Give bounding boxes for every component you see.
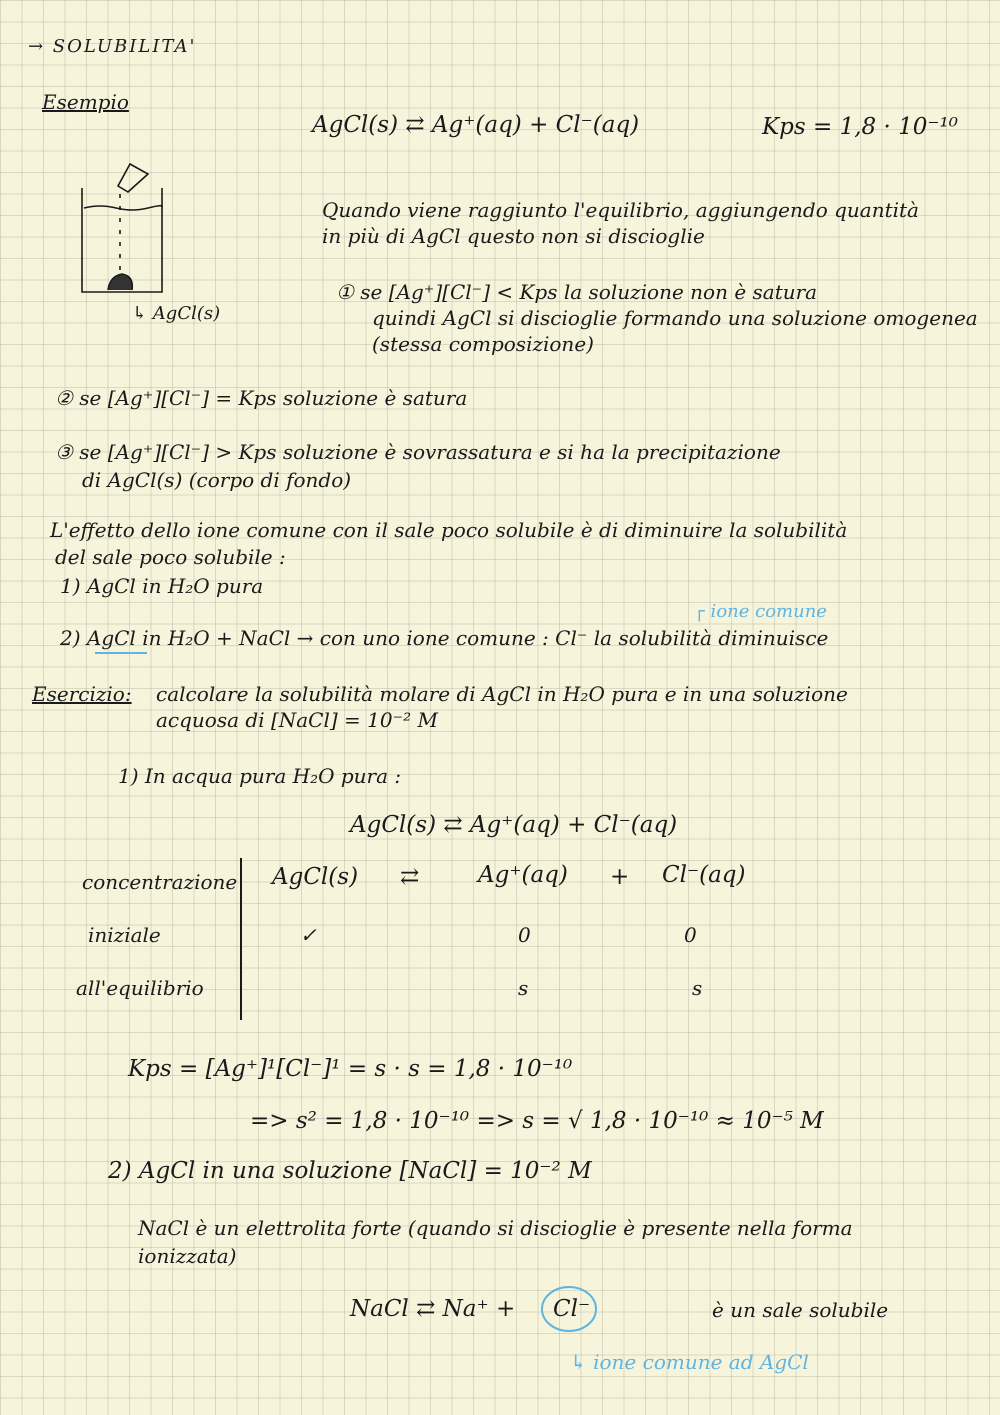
- cell-initial-agcl: ✓: [300, 923, 317, 947]
- common-ion-item-1: 1) AgCl in H₂O pura: [60, 574, 264, 598]
- cell-initial-ag: 0: [518, 923, 531, 947]
- header-plus: +: [610, 864, 630, 890]
- nacl-line-1: NaCl è un elettrolita forte (quando si discioglie è presente nella forma: [138, 1216, 853, 1240]
- cl-circle-highlight: [540, 1284, 600, 1334]
- kps-expression: Kps = [Ag⁺]¹[Cl⁻]¹ = s · s = 1,8 · 10⁻¹⁰: [128, 1056, 573, 1082]
- explanation-line-1: Quando viene raggiunto l'equilibrio, aggiungendo quantità: [322, 198, 919, 222]
- cell-initial-cl: 0: [684, 923, 697, 947]
- case-1-line-2: quindi AgCl si discioglie formando una soluzione omogenea: [372, 306, 978, 330]
- row-label-equilibrium: all'equilibrio: [76, 976, 204, 1000]
- case-3-line-2: di AgCl(s) (corpo di fondo): [82, 468, 352, 492]
- common-ion-line-1: L'effetto dello ione comune con il sale poco solubile è di diminuire la solubilità: [50, 518, 848, 542]
- header-cl: Cl⁻(aq): [662, 862, 746, 888]
- cl-circled: Cl⁻: [553, 1296, 591, 1322]
- case-3-line-1: ③ se [Ag⁺][Cl⁻] > Kps soluzione è sovrassatura e si ha la precipitazione: [55, 440, 781, 464]
- common-ion-agcl-note: ↳ ione comune ad AgCl: [570, 1350, 809, 1374]
- nacl-equation: NaCl ⇄ Na⁺ +: [350, 1296, 516, 1322]
- dissolution-equation: AgCl(s) ⇄ Ag⁺(aq) + Cl⁻(aq): [312, 112, 640, 138]
- exercise-line-1: calcolare la solubilità molare di AgCl in H₂O pura e in una soluzione: [156, 682, 848, 706]
- part-2-title: 2) AgCl in una soluzione [NaCl] = 10⁻² M: [108, 1158, 592, 1184]
- common-ion-line-2: del sale poco solubile :: [55, 545, 286, 569]
- table-divider: [240, 858, 242, 1020]
- beaker-label: ↳ AgCl(s): [132, 303, 221, 324]
- example-label: Esempio: [42, 90, 129, 114]
- part-1-equation: AgCl(s) ⇄ Ag⁺(aq) + Cl⁻(aq): [350, 812, 678, 838]
- exercise-line-2: acquosa di [NaCl] = 10⁻² M: [156, 708, 439, 732]
- kps-value: Kps = 1,8 · 10⁻¹⁰: [762, 114, 958, 140]
- case-2: ② se [Ag⁺][Cl⁻] = Kps soluzione è satura: [55, 386, 468, 410]
- header-agcl: AgCl(s): [272, 864, 359, 890]
- explanation-line-2: in più di AgCl questo non si discioglie: [322, 224, 705, 248]
- common-ion-note: ┌ ione comune: [694, 601, 827, 622]
- row-label-initial: iniziale: [88, 923, 161, 947]
- cell-eq-cl: s: [692, 976, 703, 1000]
- beaker-icon: [82, 164, 162, 292]
- common-ion-item-2: 2) AgCl in H₂O + NaCl → con uno ione comune : Cl⁻ la solubilità diminuisce: [60, 626, 829, 650]
- header-ag: Ag⁺(aq): [478, 862, 568, 888]
- soluble-salt-note: è un sale solubile: [712, 1298, 889, 1322]
- page-title: → SOLUBILITA': [28, 36, 197, 57]
- cell-eq-ag: s: [518, 976, 529, 1000]
- case-1-line-1: ① se [Ag⁺][Cl⁻] < Kps la soluzione non è satura: [336, 280, 818, 304]
- header-arrow: ⇄: [400, 864, 420, 890]
- row-label-concentration: concentrazione: [82, 870, 238, 894]
- s-solution: => s² = 1,8 · 10⁻¹⁰ => s = √ 1,8 · 10⁻¹⁰ ≈ 10⁻⁵ M: [250, 1108, 824, 1134]
- case-1-line-3: (stessa composizione): [372, 332, 594, 356]
- beaker-drawing: [70, 160, 190, 310]
- part-1-title: 1) In acqua pura H₂O pura :: [118, 764, 402, 788]
- exercise-label: Esercizio:: [32, 682, 132, 706]
- agcl-underline: [95, 652, 147, 654]
- nacl-line-2: ionizzata): [138, 1244, 237, 1268]
